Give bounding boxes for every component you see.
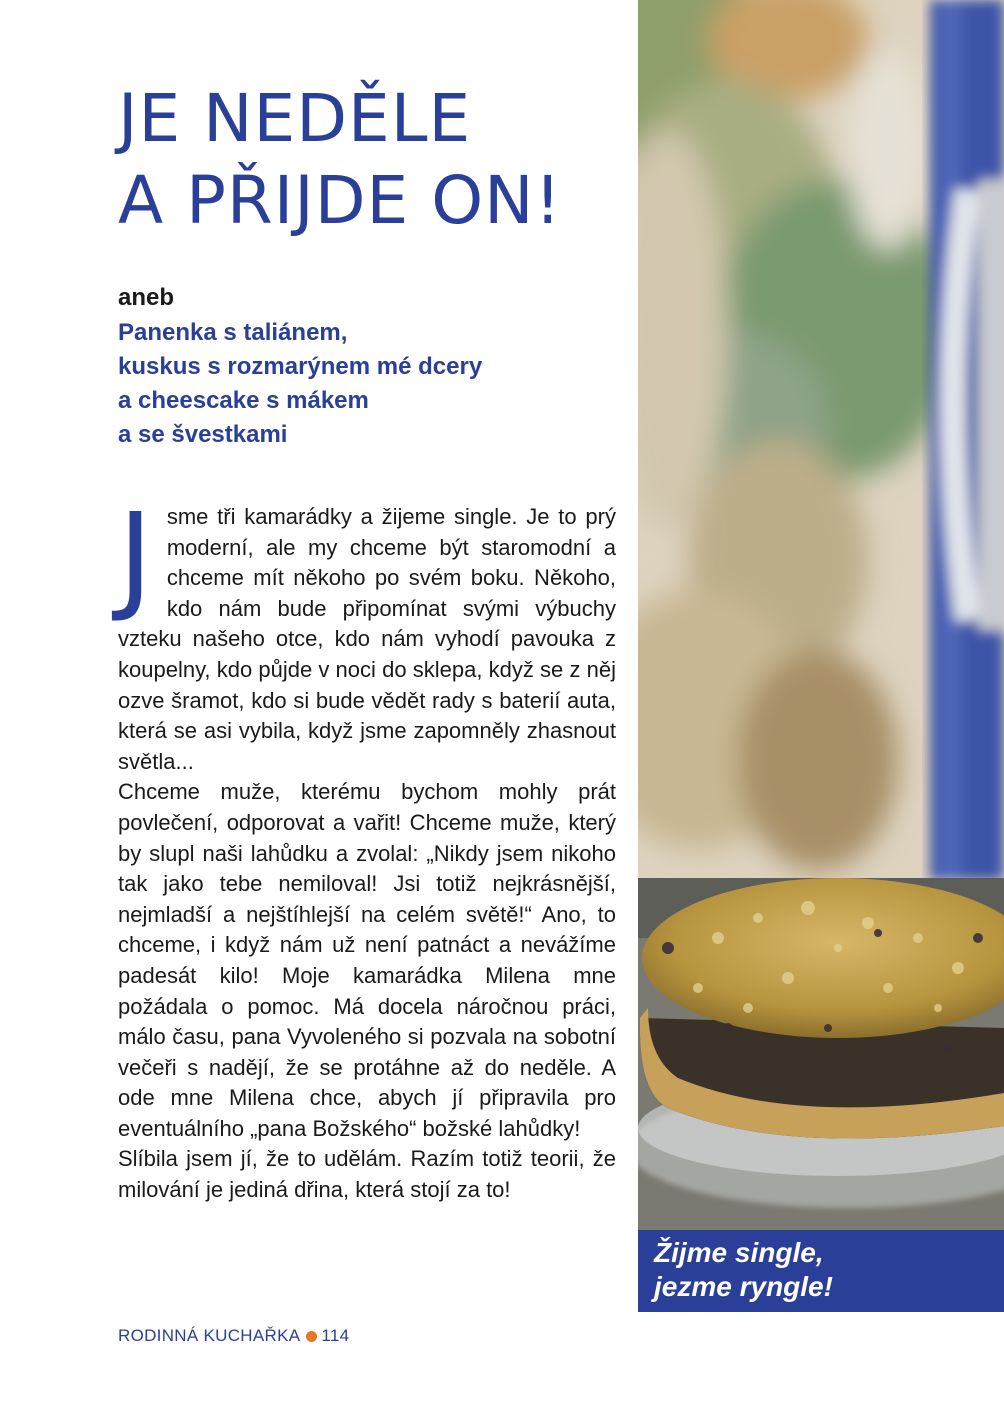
title-line-1: JE NEDĚLE xyxy=(118,80,472,157)
drop-cap: J xyxy=(118,487,153,625)
photo-caption xyxy=(654,1236,833,1304)
caption-line-2: jezme ryngle! xyxy=(654,1271,833,1302)
title-line-2: A PŘIJDE ON! xyxy=(118,162,562,239)
subtitle-line-3: a cheescake s mákem xyxy=(118,387,369,414)
subtitle-line-4: a se švestkami xyxy=(118,421,288,448)
paragraph-2: Chceme muže, kterému bychom mohly prát povlečení, odporovat a vařit! Chceme muže, který by slupl naši lahůdku a zvolal: „Nikdy jsem nikoho tak jako tebe nemiloval! Jsi totiž nejkrásnější, nejmladší a nejštíhlejší na celém světě!“ Ano, to chceme, i když nám už není patnáct a nevážíme padesát kilo! Moje kamarádka Milena mne požádala o pomoc. Má docela náročnou práci, málo času, pana Vyvoleného si pozvala na sobotní večeři s nadějí, že se protáhne až do neděle. A ode mne Milena chce, abych jí připravila pro eventuálního „pana Božského“ božské lahůdky! xyxy=(118,779,616,1141)
article-body xyxy=(118,487,616,1206)
page-title xyxy=(118,78,618,242)
caption-box xyxy=(638,1230,1004,1312)
page-number: 114 xyxy=(321,1326,350,1345)
paragraph-3: Slíbila jsem jí, že to udělám. Razím totiž teorii, že milování je jediná dřina, která stojí za to! xyxy=(118,1146,616,1203)
blurred-plant-window-image xyxy=(638,0,1004,880)
aneb-label: aneb xyxy=(118,284,175,311)
footer-label: RODINNÁ KUCHAŘKA xyxy=(118,1326,301,1345)
cake-photo xyxy=(638,878,1004,1230)
subtitle-line-1: Panenka s taliánem, xyxy=(118,319,348,346)
subtitle xyxy=(118,316,598,452)
poppy-seed-crumble-cake-image xyxy=(638,878,1004,1230)
subtitle-line-2: kuskus s rozmarýnem mé dcery xyxy=(118,353,483,380)
window-photo xyxy=(638,0,1004,880)
paragraph-1: sme tři kamarádky a žijeme single. Je to prý moderní, ale my chceme být staromodní a chceme mít někoho po svém boku. Někoho, kdo nám bude připomínat svými výbuchy vzteku našeho otce, kdo nám vyhodí pavouka z koupelny, kdo půjde v noci do sklepa, když se z něj ozve šramot, kdo si bude vědět rady s baterií auta, která se asi vybila, když jsme zapomněly zhasnout světla... xyxy=(118,504,616,774)
footer-dot-icon xyxy=(306,1331,317,1342)
caption-line-1: Žijme single, xyxy=(654,1237,824,1268)
page-footer xyxy=(118,1326,349,1346)
